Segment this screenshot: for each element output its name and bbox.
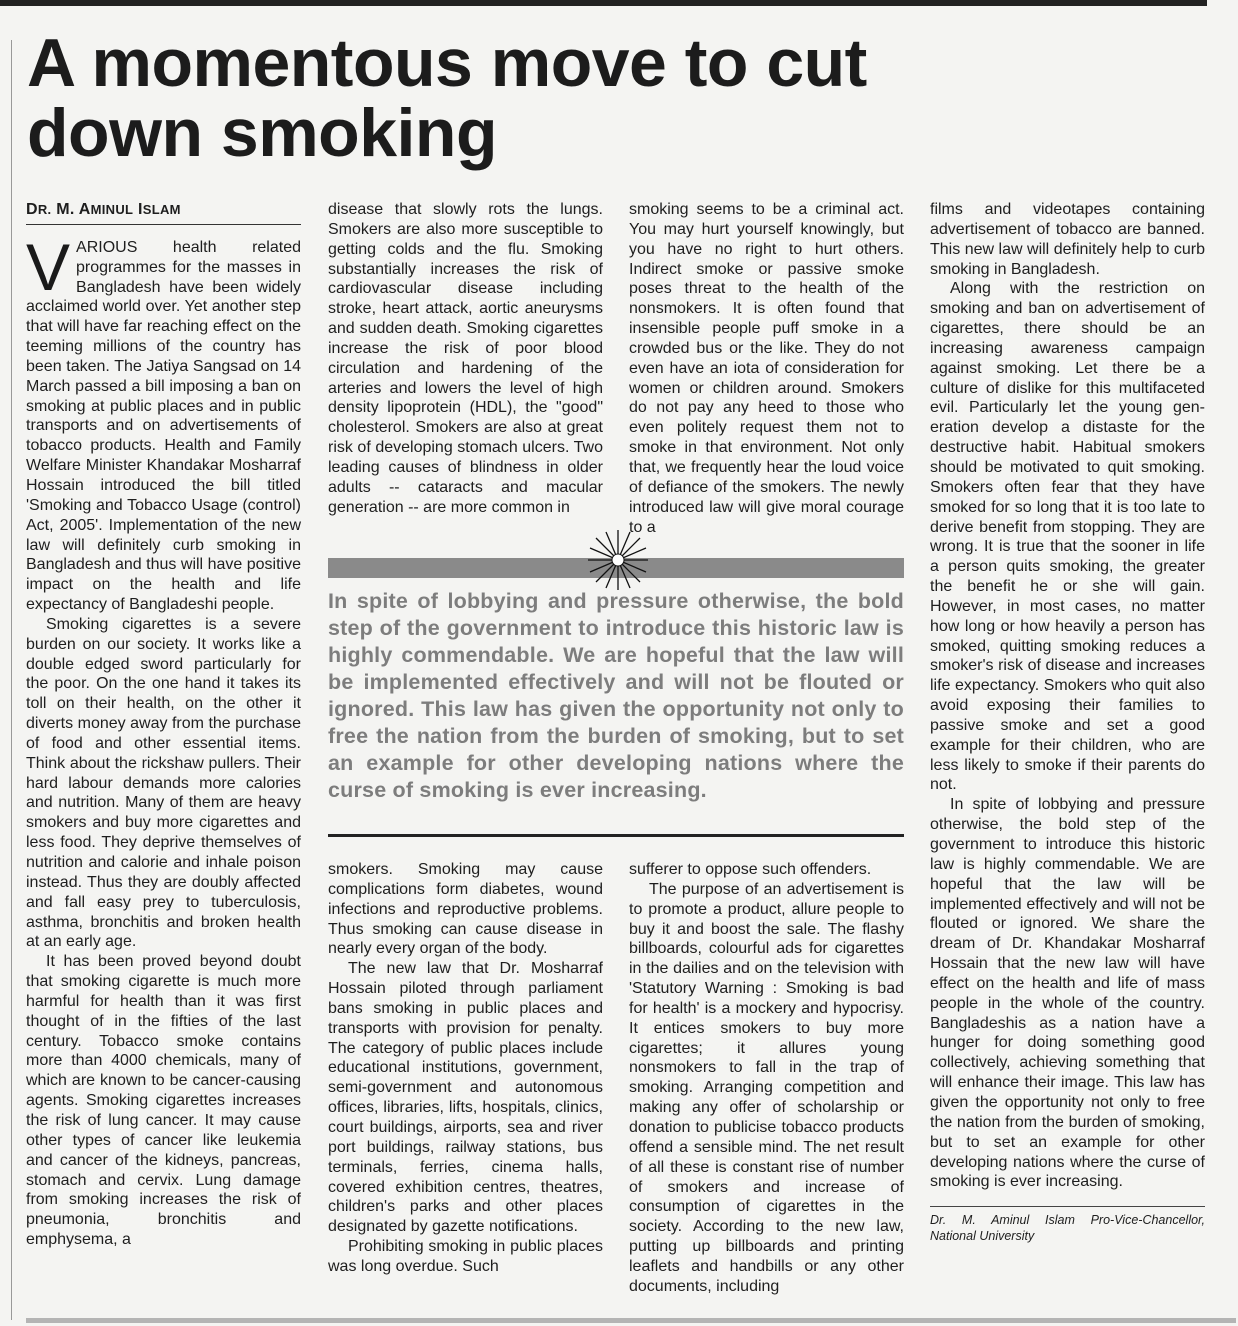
paragraph: Prohibiting smoking in public places was long overdue. Such xyxy=(328,1238,603,1275)
paragraph xyxy=(26,229,301,615)
paragraph: smoking seems to be a criminal act. You may hurt yourself knowingly, but you have no right to hurt others. Indirect smoke or passive smoke poses threat to the health of the nonsmokers. It is often found that insensible people puff smoke in a crowded bus or the like. They do not even have an iota of consideration for women or children around. Smokers do not pay any heed to those who even politely request them not to smoke in that environment. Not only that, we frequently hear the loud voice of defiance of the smokers. The newly introduced law will give moral courage to a xyxy=(629,201,904,536)
byline-ma: M. A xyxy=(56,201,91,218)
paragraph-text: ARIOUS health related programmes for the masses in Bangladesh have been widely acclaimed world over. Yet another step that will have far reaching effect on the teeming millions of the country has been taken. The Jatiya Sangsad on 14 March passed a bill imposing a ban on smoking at public places and in public transports and on advertisements of tobacco products. Health and Family Welfare Minister Khandakar Mosharraf Hossain introduced the bill titled 'Smoking and Tobacco Usage (control) Act, 2005'. Implementation of the new law will definitely curb smoking in Bangladesh and thus will have positive impact on the health and life expectancy of Bangladeshi people. xyxy=(26,238,301,614)
paragraph: Along with the restriction on smoking and ban on advertisement of cigarettes, there should be an increasing awareness campaign against smoking. Let there be a culture of dislike for this multifaceted evil. Particularly let the young generation develop a distaste for the destructive habit. Habitual smokers should be motivated to quit smoking. Smokers often fear that they have smoked for so long that it is too late to derive benefit from stopping. They are wrong. It is true that the sooner in life a person quits smoking, the greater the benefit he or she will gain. However, in most cases, no matter how long or how heavily a person has smoked, quitting smoking reduces a smoker's risk of disease and increases life expectancy. Smokers who quit also avoid exposing their families to passive smoke and set a good example for their children, who are less likely to smoke if their parents do not. xyxy=(930,280,1205,794)
starburst-icon xyxy=(586,528,650,592)
byline xyxy=(26,200,301,225)
left-rule xyxy=(11,40,12,1320)
paragraph: The purpose of an advertisement is to promote a product, allure people to buy it and boost the sale. The flashy billboards, colourful ads for cigarettes in the dailies and on the television with 'Statutory Warning : Smoking is bad for health' is a mockery and hypocrisy. It entices smokers to buy more cigarettes; it allures young nonsmokers to fall in the trap of smoking. Arranging competition and making any offer of scholarship or donation to publicise tobacco products offend a sensible mind. The net result of all these is constant rise of number of smokers and increase of consumption of cigarettes in the society. According to the new law, putting up billboards and printing leaflets and handbills or any other documents, including xyxy=(629,880,904,1295)
bottom-rule xyxy=(26,1318,1236,1323)
byline-r: R. xyxy=(37,202,52,217)
byline-d: D xyxy=(26,201,38,218)
column-1 xyxy=(26,200,301,1250)
pullquote: In spite of lobbying and pressure otherwise, the bold step of the government to introduce this historic law is highly commendable. We are hopeful that the law will be implemented effectively and will not be flouted or ignored. This law has given the opportunity not only to free the nation from the burden of smoking, but to set an example for other developing nations where the curse of smoking is ever increasing. xyxy=(328,589,904,802)
column-2-top xyxy=(328,200,603,518)
paragraph: smokers. Smoking may cause complications form diabetes, wound infections and reproductive problems. Thus smoking can cause disease in nearly every organ of the body. xyxy=(328,861,603,958)
author-note-rule xyxy=(930,1206,1205,1207)
column-2-bottom xyxy=(328,860,603,1277)
column-3-bottom xyxy=(629,860,904,1297)
paragraph: It has been proved beyond doubt that smoking cigarette is much more harmful for health than it was first thought of in the fifties of the last century. Tobacco smoke contains more than 4000 chemicals, many of which are known to be cancer-causing agents. Smoking cigarettes increases the risk of lung cancer. It may cause other types of cancer like leukemia and cancer of the kidneys, pancreas, stomach and cervix. Lung damage from smoking increases the risk of pneumonia, bronchitis and emphysema, a xyxy=(26,953,301,1249)
column-3-top xyxy=(629,200,904,537)
drop-cap: V xyxy=(26,229,71,304)
paragraph: disease that slowly rots the lungs. Smokers are also more susceptible to getting colds and the flu. Smoking substantially increases the risk of cardiovascular disease including stroke, heart attack, aortic aneurysms and sudden death. Smoking cigarettes increase the risk of poor blood circulation and hardening of the arteries and lowers the level of high density lipoprotein (HDL), the "good" cholesterol. Smokers are also at great risk of developing stomach ulcers. Two leading causes of blindness in older adults -- cataracts and macular generation -- are more common in xyxy=(328,201,603,516)
paragraph: The new law that Dr. Mosharraf Hossain piloted through parliament bans smoking in public places and transports with provision for penalty. The category of public places include educational institutions, government, semi-government and autonomous offices, libraries, lifts, hospitals, clinics, court buildings, airports, sea and river port buildings, railway stations, bus terminals, ferries, cinema halls, covered exhibition centres, theatres, children's parks and other places designated by gazette notifications. xyxy=(328,960,603,1236)
paragraph: Smoking cigarettes is a severe burden on our society. It works like a double edged sword particularly for the poor. On the one hand it takes its toll on their health, on the other it diverts money away from the purchase of food and other essential items. Think about the rickshaw pullers. Their hard labour demands more calories and nutrition. Many of them are heavy smokers and buy more cigarettes and less food. They deprive themselves of nutrition and calorie and inhale poison instead. Thus they are doubly affected and fall easy prey to tuberculosis, asthma, bronchitis and broken health at an early age. xyxy=(26,615,301,951)
paragraph: In spite of lobbying and pressure otherwise, the bold step of the government to introduce this historic law is highly commendable. We are hopeful that the law will be implemented effectively and will not be flouted or ignored. We share the dream of Dr. Khandakar Mosharraf Hossain that the new law will have effect on the health and life of mass people in the whole of the country. Bangladeshis as a nation have a hunger for doing something good collectively, achieving something that will enhance their image. This law has given the opportunity not only to free the nation from the burden of smoking, but to set an example for other developing nations where the curse of smoking is ever increasing. xyxy=(930,796,1205,1191)
top-rule xyxy=(0,0,1207,6)
paragraph: films and videotapes containing advertisement of tobacco are banned. This new law will definitely help to curb smoking in Bangladesh. xyxy=(930,201,1205,278)
byline-minul: MINUL xyxy=(90,202,134,217)
paragraph: sufferer to oppose such offenders. xyxy=(629,861,872,878)
column-4 xyxy=(930,200,1205,1244)
headline: A momentous move to cut down smoking xyxy=(27,25,867,171)
byline-slam: SLAM xyxy=(142,202,181,217)
byline-i: I xyxy=(138,201,143,218)
author-note: Dr. M. Aminul Islam Pro-Vice-Chancellor, National University xyxy=(930,1213,1205,1244)
pullquote-rule xyxy=(328,834,904,837)
